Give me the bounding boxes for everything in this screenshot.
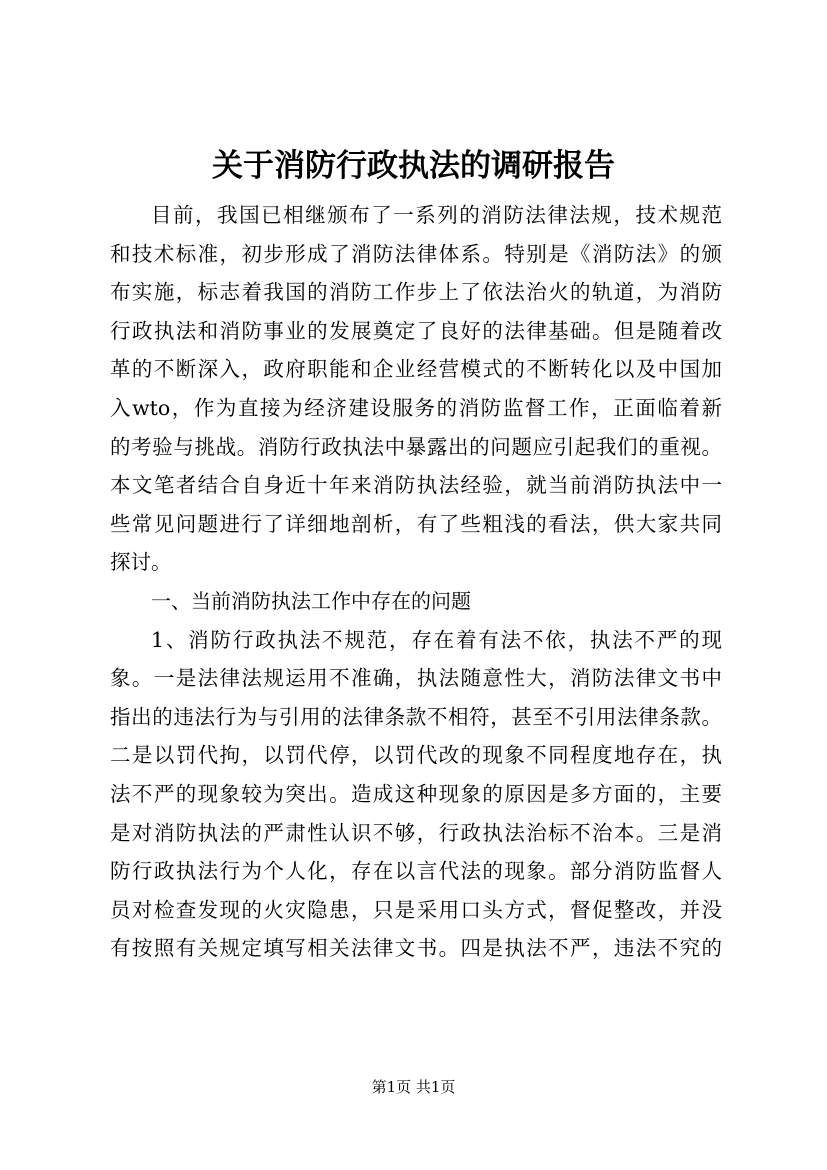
text-line: 员对检查发现的火灾隐患，只是采用口头方式，督促整改，并没	[110, 897, 722, 922]
text-line: 的考验与挑战。消防行政执法中暴露出的问题应引起我们的重视。	[110, 434, 722, 459]
text-line: 目前，我国已相继颁布了一系列的消防法律法规，技术规范	[151, 203, 722, 227]
text-line: 1、消防行政执法不规范，存在着有法不依，执法不严的现	[151, 627, 722, 652]
text-line: 和技术标准，初步形成了消防法律体系。特别是《消防法》的颁	[110, 241, 722, 266]
text-line: 本文笔者结合自身近十年来消防执法经验，就当前消防执法中一	[110, 473, 722, 498]
text-line: 探讨。	[110, 550, 172, 575]
text-line: 防行政执法行为个人化，存在以言代法的现象。部分消防监督人	[110, 859, 722, 884]
paragraph-intro	[110, 196, 722, 582]
page-footer: 第1页 共1页	[371, 1078, 456, 1096]
text-line: 是对消防执法的严肃性认识不够，行政执法治标不治本。三是消	[110, 820, 722, 845]
text-line: 有按照有关规定填写相关法律文书。四是执法不严，违法不究的	[110, 936, 722, 961]
document-title: 关于消防行政执法的调研报告	[212, 148, 615, 184]
text-line: 些常见问题进行了详细地剖析，有了些粗浅的看法，供大家共同	[110, 511, 722, 536]
text-line: 指出的违法行为与引用的法律条款不相符，甚至不引用法律条款。	[110, 704, 722, 729]
text-line: 行政执法和消防事业的发展奠定了良好的法律基础。但是随着改	[110, 318, 722, 343]
text-line: 二是以罚代拘，以罚代停，以罚代改的现象不同程度地存在，执	[110, 743, 722, 768]
text-line: 入wto，作为直接为经济建设服务的消防监督工作，正面临着新	[110, 395, 722, 420]
text-line: 革的不断深入，政府职能和企业经营模式的不断转化以及中国加	[110, 357, 722, 382]
section-heading: 一、当前消防执法工作中存在的问题	[151, 588, 471, 613]
paragraph-issues	[110, 621, 722, 968]
text-line: 法不严的现象较为突出。造成这种现象的原因是多方面的，主要	[110, 781, 722, 806]
text-line: 布实施，标志着我国的消防工作步上了依法治火的轨道，为消防	[110, 280, 722, 305]
document-body	[110, 196, 722, 968]
text-line: 象。一是法律法规运用不准确，执法随意性大，消防法律文书中	[110, 666, 722, 691]
